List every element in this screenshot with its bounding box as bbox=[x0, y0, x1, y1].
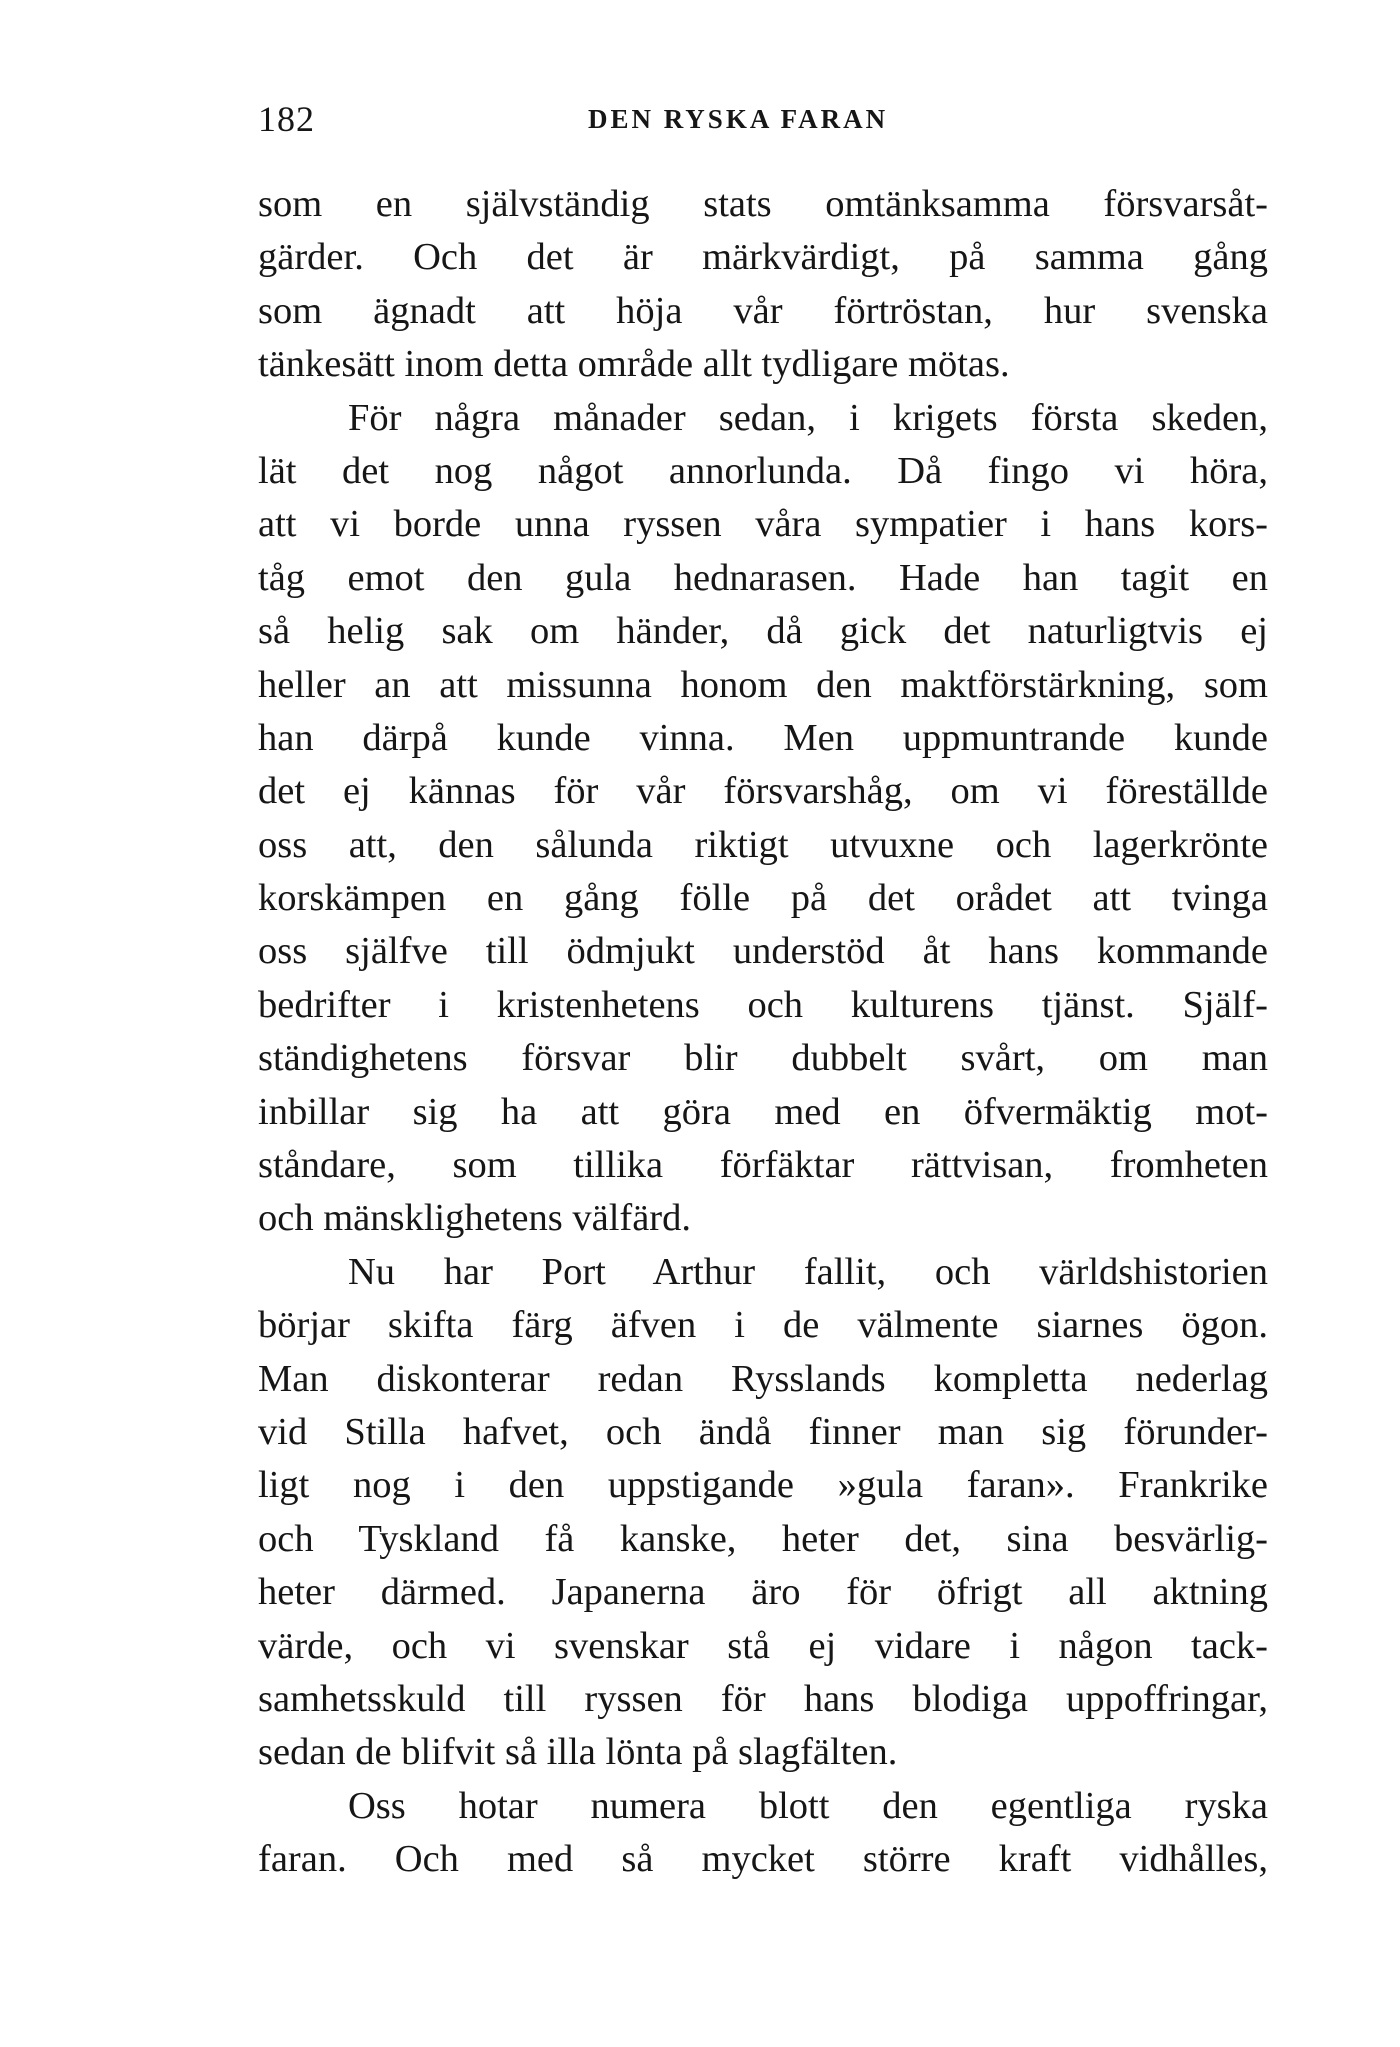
text-line: och mänsklighetens välfärd. bbox=[258, 1197, 691, 1240]
text-line: Man diskonterar redan Rysslands kompletta nederlag bbox=[258, 1357, 1268, 1400]
text-line: lät det nog något annorlunda. Då fingo vi höra, bbox=[258, 449, 1268, 492]
text-line: tåg emot den gula hednarasen. Hade han tagit en bbox=[258, 556, 1268, 599]
text-line: ligt nog i den uppstigande »gula faran». Frankrike bbox=[258, 1464, 1268, 1507]
text-line: och Tyskland få kanske, heter det, sina besvärlig- bbox=[258, 1517, 1268, 1560]
text-line: korskämpen en gång fölle på det orådet att tvinga bbox=[258, 877, 1268, 920]
text-line: börjar skifta färg äfven i de välmente siarnes ögon. bbox=[258, 1304, 1268, 1347]
running-head: DEN RYSKA FARAN bbox=[588, 104, 889, 134]
page-header bbox=[258, 98, 1268, 148]
text-line: att vi borde unna ryssen våra sympatier i hans kors- bbox=[258, 503, 1268, 546]
text-line: så helig sak om händer, då gick det naturligtvis ej bbox=[258, 610, 1268, 653]
text-line: inbillar sig ha att göra med en öfvermäktig mot- bbox=[258, 1090, 1268, 1133]
text-line: oss att, den sålunda riktigt utvuxne och lagerkrönte bbox=[258, 823, 1268, 866]
text-line: ständighetens försvar blir dubbelt svårt, om man bbox=[258, 1037, 1268, 1080]
text-line: vid Stilla hafvet, och ändå finner man sig förunder- bbox=[258, 1410, 1268, 1453]
text-line: det ej kännas för vår försvarshåg, om vi föreställde bbox=[258, 770, 1268, 813]
text-line: bedrifter i kristenhetens och kulturens tjänst. Själf- bbox=[258, 983, 1268, 1026]
body-text bbox=[258, 178, 1268, 1887]
text-line: heller an att missunna honom den maktförstärkning, som bbox=[258, 663, 1268, 706]
text-line: heter därmed. Japanerna äro för öfrigt all aktning bbox=[258, 1571, 1268, 1614]
text-line: som en självständig stats omtänksamma försvarsåt- bbox=[258, 183, 1268, 225]
text-line: gärder. Och det är märkvärdigt, på samma gång bbox=[258, 236, 1268, 279]
text-line: Nu har Port Arthur fallit, och världshistorien bbox=[348, 1250, 1268, 1293]
text-line: ståndare, som tillika förfäktar rättvisan, fromheten bbox=[258, 1144, 1268, 1187]
page-number: 182 bbox=[258, 99, 315, 139]
text-line: Oss hotar numera blott den egentliga ryska bbox=[348, 1784, 1268, 1827]
text-line: faran. Och med så mycket större kraft vidhålles, bbox=[258, 1838, 1268, 1881]
text-line: sedan de blifvit så illa lönta på slagfälten. bbox=[258, 1731, 898, 1774]
text-line: han därpå kunde vinna. Men uppmuntrande kunde bbox=[258, 716, 1268, 759]
text-line: som ägnadt att höja vår förtröstan, hur svenska bbox=[258, 289, 1268, 332]
text-line: tänkesätt inom detta område allt tydligare mötas. bbox=[258, 343, 1010, 386]
text-line: För några månader sedan, i krigets första skeden, bbox=[348, 396, 1268, 439]
text-line: samhetsskuld till ryssen för hans blodiga uppoffringar, bbox=[258, 1677, 1268, 1720]
text-line: oss själfve till ödmjukt understöd åt hans kommande bbox=[258, 930, 1268, 973]
text-line: värde, och vi svenskar stå ej vidare i någon tack- bbox=[258, 1624, 1268, 1667]
